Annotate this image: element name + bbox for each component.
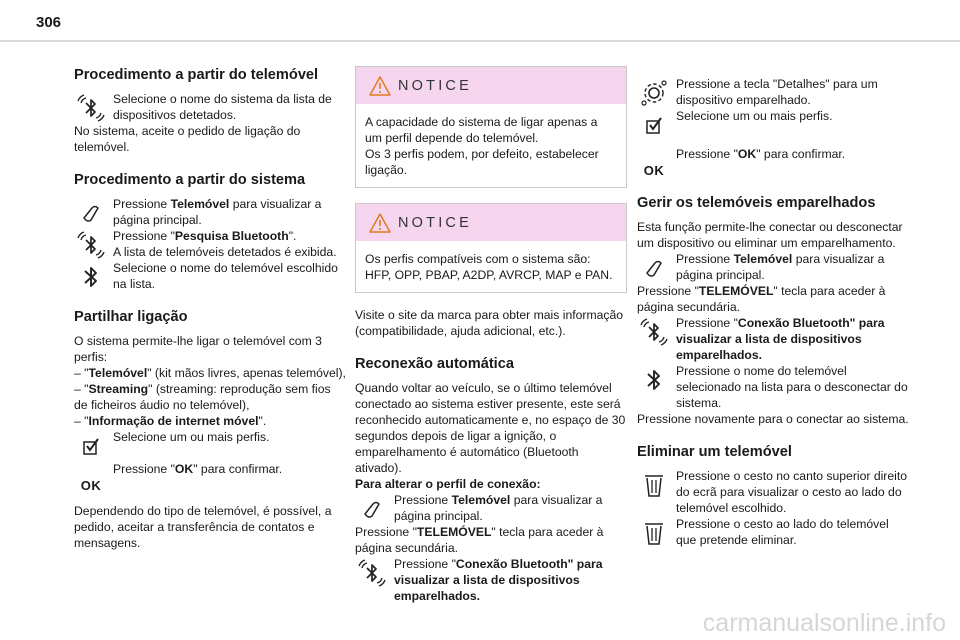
instruction-text: Pressione " bbox=[676, 316, 738, 330]
instruction-emphasis: Telemóvel bbox=[170, 197, 230, 211]
instruction-text: para visualizar a página principal. bbox=[394, 493, 603, 523]
instruction-text: " para confirmar. bbox=[193, 462, 283, 476]
instruction-row bbox=[74, 260, 346, 292]
paragraph: Pressione "TELEMÓVEL" tecla para aceder à página secundária. bbox=[355, 525, 604, 555]
list-item: – "Informação de internet móvel". bbox=[74, 414, 267, 428]
page-number: 306 bbox=[36, 14, 62, 31]
bluetooth-search-icon bbox=[76, 93, 106, 123]
ok-icon: OK bbox=[80, 478, 102, 493]
subheading: Para alterar o perfil de conexão: bbox=[355, 477, 541, 491]
instruction-row bbox=[637, 146, 909, 178]
instruction-emphasis: Conexão Bluetooth" para visualizar a lista de dispositivos emparelhados. bbox=[676, 316, 885, 362]
trash-icon bbox=[639, 470, 669, 500]
notice-box bbox=[355, 66, 627, 188]
instruction-row bbox=[355, 556, 627, 604]
paragraph: Pressione "TELEMÓVEL" tecla para aceder à página secundária. bbox=[637, 284, 886, 314]
instruction-text: ". bbox=[288, 229, 297, 243]
notice-header bbox=[356, 67, 626, 104]
watermark: carmanualsonline.info bbox=[702, 609, 946, 637]
warning-icon bbox=[368, 75, 392, 97]
section-title-manage-paired: Gerir os telemóveis emparelhados bbox=[637, 195, 876, 211]
notice-body bbox=[356, 104, 626, 187]
column-left bbox=[74, 66, 346, 551]
instruction-text: para visualizar a página principal. bbox=[113, 197, 322, 227]
instruction-row bbox=[637, 315, 909, 363]
instruction-text: Pressione o cesto ao lado do telemóvel que pretende eliminar. bbox=[676, 517, 889, 547]
instruction-emphasis: Pesquisa Bluetooth bbox=[174, 229, 289, 243]
instruction-text: Pressione bbox=[394, 493, 452, 507]
list-item: – "Telemóvel" (kit mãos livres, apenas telemóvel), bbox=[74, 366, 346, 380]
paragraph: Quando voltar ao veículo, se o último telemóvel conectado ao sistema estiver presente, este será reconhecido automaticamente e, no espaço de 30 segundos depois de ligar a ignição, o emparelhamento é automático (Bluetooth ativado). bbox=[355, 381, 626, 475]
notice-text: Os 3 perfis podem, por defeito, estabelecer ligação. bbox=[365, 147, 599, 177]
notice-text: A capacidade do sistema de ligar apenas a um perfil depende do telemóvel. bbox=[365, 115, 598, 145]
section-title-system-procedure: Procedimento a partir do sistema bbox=[74, 172, 306, 188]
instruction-emphasis: Conexão Bluetooth" para visualizar a lista de dispositivos emparelhados. bbox=[394, 557, 603, 603]
instruction-text: Selecione o nome do sistema da lista de dispositivos detetados. bbox=[113, 92, 332, 122]
instruction-text: Pressione " bbox=[394, 557, 456, 571]
instruction-row bbox=[637, 363, 909, 411]
checkbox-icon bbox=[639, 110, 669, 140]
notice-header bbox=[356, 204, 626, 241]
instruction-emphasis: OK bbox=[174, 462, 194, 476]
phone-icon bbox=[639, 253, 669, 283]
notice-title: NOTICE bbox=[398, 78, 472, 94]
instruction-text: Pressione " bbox=[113, 229, 175, 243]
paragraph: Esta função permite-lhe conectar ou desconectar um dispositivo ou eliminar um emparelhamento. bbox=[637, 220, 903, 250]
instruction-text: Pressione bbox=[676, 252, 734, 266]
bluetooth-search-icon bbox=[76, 230, 106, 260]
section-title-auto-reconnect: Reconexão automática bbox=[355, 356, 514, 372]
instruction-text: Pressione o nome do telemóvel selecionado na lista para o desconectar do sistema. bbox=[676, 364, 908, 410]
instruction-row bbox=[74, 461, 346, 493]
ok-icon: OK bbox=[643, 163, 665, 178]
instruction-row bbox=[637, 76, 909, 108]
instruction-row bbox=[637, 251, 909, 283]
notice-title: NOTICE bbox=[398, 215, 472, 231]
paragraph: No sistema, aceite o pedido de ligação do telemóvel. bbox=[74, 124, 301, 154]
section-title-delete-phone: Eliminar um telemóvel bbox=[637, 444, 792, 460]
instruction-row bbox=[74, 429, 346, 461]
instruction-text: A lista de telemóveis detetados é exibida. bbox=[113, 245, 337, 259]
instruction-text: Selecione um ou mais perfis. bbox=[113, 430, 270, 444]
instruction-row bbox=[637, 516, 909, 548]
instruction-row bbox=[74, 196, 346, 228]
list-item: – "Streaming" (streaming: reprodução sem fios de ficheiros áudio no telemóvel), bbox=[74, 382, 331, 412]
column-right bbox=[637, 76, 909, 548]
instruction-text: Pressione o cesto no canto superior direito do ecrã para visualizar o cesto ao lado do telemóvel escolhido. bbox=[676, 469, 908, 515]
instruction-row bbox=[74, 228, 346, 260]
instruction-text: Pressione " bbox=[676, 147, 738, 161]
instruction-row bbox=[355, 492, 627, 524]
bluetooth-icon bbox=[639, 365, 669, 395]
instruction-text: " para confirmar. bbox=[756, 147, 846, 161]
paragraph: Dependendo do tipo de telemóvel, é possível, a pedido, aceitar a transferência de contatos e mensagens. bbox=[74, 504, 332, 550]
bluetooth-search-icon bbox=[639, 317, 669, 347]
instruction-emphasis: Telemóvel bbox=[451, 493, 511, 507]
instruction-emphasis: Telemóvel bbox=[733, 252, 793, 266]
instruction-row bbox=[637, 108, 909, 140]
details-gear-icon bbox=[639, 78, 669, 108]
paragraph: O sistema permite-lhe ligar o telemóvel com 3 perfis: bbox=[74, 334, 322, 364]
notice-text: Os perfis compatíveis com o sistema são: HFP, OPP, PBAP, A2DP, AVRCP, MAP e PAN. bbox=[365, 252, 613, 282]
bluetooth-icon bbox=[76, 262, 106, 292]
instruction-text: Pressione bbox=[113, 197, 171, 211]
phone-icon bbox=[357, 494, 387, 524]
paragraph: Pressione novamente para o conectar ao sistema. bbox=[637, 412, 909, 426]
bluetooth-search-icon bbox=[357, 558, 387, 588]
instruction-text: Pressione a tecla "Detalhes" para um dispositivo emparelhado. bbox=[676, 77, 878, 107]
notice-body bbox=[356, 241, 626, 292]
warning-icon bbox=[368, 212, 392, 234]
column-middle bbox=[355, 66, 627, 604]
phone-icon bbox=[76, 198, 106, 228]
paragraph: Visite o site da marca para obter mais informação (compatibilidade, ajuda adicional, etc.). bbox=[355, 308, 624, 338]
instruction-row bbox=[637, 468, 909, 516]
instruction-row bbox=[74, 91, 346, 123]
instruction-text: Pressione " bbox=[113, 462, 175, 476]
trash-icon bbox=[639, 518, 669, 548]
instruction-text: Selecione o nome do telemóvel escolhido na lista. bbox=[113, 261, 338, 291]
checkbox-icon bbox=[76, 431, 106, 461]
section-title-share-connection: Partilhar ligação bbox=[74, 309, 188, 325]
section-title-phone-procedure: Procedimento a partir do telemóvel bbox=[74, 67, 319, 83]
instruction-text: para visualizar a página principal. bbox=[676, 252, 885, 282]
notice-box bbox=[355, 203, 627, 293]
instruction-text: Selecione um ou mais perfis. bbox=[676, 109, 833, 123]
header-divider bbox=[0, 40, 960, 42]
instruction-emphasis: OK bbox=[737, 147, 757, 161]
